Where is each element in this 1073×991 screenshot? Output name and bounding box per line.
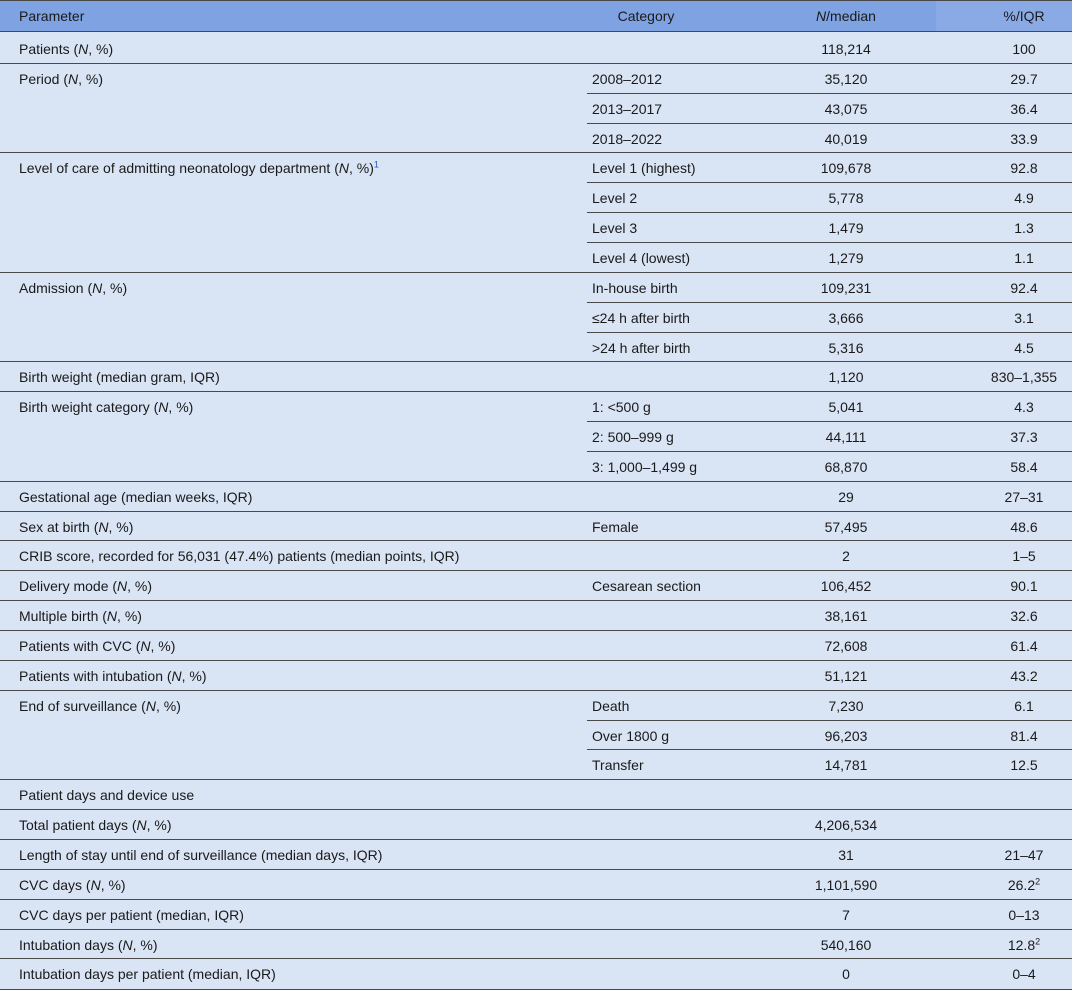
cell-pct-value: 90.1	[1010, 578, 1038, 595]
cell-pct-value: 12.8	[1007, 936, 1036, 953]
cell-parameter-text: Multiple birth (	[19, 608, 107, 625]
cell-pct-iqr	[924, 303, 1073, 333]
table-row	[0, 721, 1072, 751]
cell-pct-value: 43.2	[1010, 667, 1038, 684]
table-row	[0, 213, 1072, 243]
cell-pct-iqr	[924, 900, 1073, 930]
cell-n-median: 109,231	[820, 279, 872, 296]
cell-n-median: 1,101,590	[814, 876, 878, 893]
cell-category: Death	[592, 697, 630, 714]
cell-n-median: 1,279	[828, 249, 864, 266]
cell-parameter-suffix: , %)	[168, 399, 194, 416]
table-row	[0, 64, 1072, 94]
cell-parameter-suffix: , %)	[150, 638, 176, 654]
cell-pct-iqr	[924, 124, 1073, 154]
cell-pct-value: 37.3	[1010, 429, 1038, 446]
cell-pct-value: 61.4	[1010, 638, 1038, 654]
cell-parameter-text: Patients (	[19, 41, 79, 57]
table-row	[0, 34, 1072, 64]
cell-pct-value: 27–31	[1004, 488, 1044, 505]
table-row	[0, 900, 1072, 930]
cell-category: Over 1800 g	[592, 727, 670, 744]
cell-pct-value: 92.4	[1010, 279, 1038, 296]
cell-pct-iqr	[924, 840, 1073, 870]
cell-n-median: 5,041	[828, 399, 864, 416]
cell-pct-iqr	[924, 362, 1073, 392]
cell-pct-iqr	[924, 422, 1073, 452]
cell-pct-value: 32.6	[1010, 608, 1038, 625]
cell-parameter	[19, 153, 379, 183]
cell-pct-iqr	[924, 153, 1073, 183]
cell-n-median: 0	[842, 966, 850, 983]
cell-pct-iqr	[924, 482, 1073, 512]
cell-parameter-text: Birth weight category (	[19, 399, 159, 416]
header-n-median	[746, 1, 946, 32]
cell-parameter	[19, 661, 207, 691]
cell-pct-value: 1–5	[1012, 548, 1036, 565]
cell-n-median: 106,452	[820, 578, 872, 595]
cell-pct-value: 36.4	[1010, 100, 1038, 117]
cell-parameter-italic: N	[106, 608, 118, 625]
cell-parameter-text: CVC days per patient (median, IQR)	[19, 906, 244, 923]
cell-parameter	[19, 64, 103, 94]
cell-pct-iqr	[924, 333, 1073, 363]
cell-parameter-suffix: , %)	[349, 160, 374, 177]
table-row	[0, 94, 1072, 124]
table-row	[0, 333, 1072, 363]
cell-n-median: 31	[838, 846, 854, 863]
cell-parameter	[19, 780, 194, 810]
cell-parameter-italic: N	[78, 41, 89, 57]
cell-parameter-italic: N	[158, 399, 169, 416]
header-parameter: Parameter	[19, 8, 85, 24]
table-row	[0, 303, 1072, 333]
cell-pct-iqr	[924, 64, 1073, 94]
cell-n-median: 2	[842, 548, 850, 565]
cell-n-median: 109,678	[820, 160, 872, 177]
table-row	[0, 452, 1072, 482]
cell-category: Level 1 (highest)	[592, 160, 696, 177]
cell-parameter-italic: N	[145, 697, 156, 714]
cell-parameter	[19, 959, 276, 989]
table-row	[0, 840, 1072, 870]
cell-n-median: 38,161	[824, 608, 868, 625]
cell-n-median: 14,781	[824, 757, 868, 774]
cell-parameter-text: Sex at birth (	[19, 518, 99, 535]
cell-pct-iqr	[924, 721, 1073, 751]
cell-parameter-text: Birth weight (median gram, IQR)	[19, 369, 220, 386]
cell-pct-iqr	[924, 213, 1073, 243]
cell-parameter	[19, 392, 193, 422]
cell-category: >24 h after birth	[592, 339, 691, 356]
cell-category: 2008–2012	[592, 70, 663, 87]
table-header	[0, 1, 1072, 32]
cell-pct-value: 29.7	[1010, 70, 1038, 87]
cell-pct-iqr	[924, 870, 1073, 900]
cell-n-median: 5,316	[828, 339, 864, 356]
table-row	[0, 631, 1072, 661]
cell-parameter-text: Intubation days (	[19, 936, 123, 953]
table-row	[0, 273, 1072, 303]
cell-parameter	[19, 34, 113, 64]
cell-pct-iqr	[924, 273, 1073, 303]
cell-pct-value: 21–47	[1004, 846, 1044, 863]
cell-category: ≤24 h after birth	[592, 309, 690, 326]
cell-n-median: 540,160	[820, 936, 872, 953]
cell-parameter-italic: N	[140, 638, 151, 654]
cell-parameter-text: Admission (	[19, 279, 93, 296]
cell-parameter-text: End of surveillance (	[19, 697, 146, 714]
cell-n-median: 35,120	[824, 70, 868, 87]
cell-pct-iqr	[924, 571, 1073, 601]
cell-pct-value: 0–4	[1012, 966, 1036, 983]
cell-category: Level 4 (lowest)	[592, 249, 691, 266]
cell-parameter-text: Length of stay until end of surveillance (median days, IQR)	[19, 846, 383, 863]
table-row	[0, 571, 1072, 601]
cell-parameter-italic: N	[98, 518, 109, 535]
cell-parameter	[19, 541, 459, 571]
cell-parameter	[19, 362, 220, 392]
cell-parameter	[19, 900, 244, 930]
footnote-marker: 2	[1035, 935, 1041, 946]
cell-parameter	[19, 870, 126, 900]
cell-pct-iqr	[924, 452, 1073, 482]
table-row	[0, 422, 1072, 452]
cell-parameter-text: Delivery mode (	[19, 578, 118, 595]
cell-parameter-suffix: , %)	[78, 70, 104, 87]
cell-n-median: 57,495	[824, 518, 868, 535]
cell-pct-iqr	[924, 392, 1073, 422]
cell-n-median: 7	[842, 906, 850, 923]
cell-pct-value: 830–1,355	[990, 369, 1058, 386]
cell-parameter-text: Period (	[19, 70, 69, 87]
cell-category: 2018–2022	[592, 130, 663, 147]
cell-parameter	[19, 571, 152, 601]
cell-parameter-text: Patients with intubation (	[19, 667, 172, 684]
cell-parameter-text: Gestational age (median weeks, IQR)	[19, 488, 253, 505]
cell-pct-value: 3.1	[1014, 309, 1034, 326]
table-row	[0, 601, 1072, 631]
table-row	[0, 661, 1072, 691]
header-n-italic: N	[816, 8, 827, 24]
cell-parameter-italic: N	[338, 160, 349, 177]
footnote-link[interactable]: 1	[373, 159, 379, 170]
cell-pct-value: 33.9	[1010, 130, 1038, 147]
cell-parameter-text: CVC days (	[19, 876, 91, 893]
cell-parameter-italic: N	[171, 667, 182, 684]
header-pct-iqr: %/IQR	[1003, 8, 1045, 24]
cell-pct-value: 48.6	[1010, 518, 1038, 535]
cell-n-median: 1,479	[828, 220, 864, 237]
cell-pct-value: 92.8	[1010, 160, 1038, 177]
cell-parameter-suffix: , %)	[146, 817, 172, 834]
cell-category: 2: 500–999 g	[592, 429, 674, 446]
cell-parameter-italic: N	[117, 578, 128, 595]
cell-n-median: 40,019	[824, 130, 868, 147]
cell-pct-value: 0–13	[1008, 906, 1040, 923]
cell-category: 3: 1,000–1,499 g	[592, 458, 698, 475]
cell-parameter-suffix: , %)	[108, 518, 134, 535]
table-row	[0, 691, 1072, 721]
cell-n-median: 1,120	[828, 369, 864, 386]
table-row	[0, 392, 1072, 422]
cell-n-median: 7,230	[828, 697, 864, 714]
cell-category: In-house birth	[592, 279, 678, 296]
cell-n-median: 4,206,534	[814, 817, 878, 834]
table-row	[0, 780, 1072, 810]
cell-pct-iqr	[924, 243, 1073, 273]
header-n-rest: /median	[826, 8, 876, 24]
cell-pct-value: 58.4	[1010, 458, 1038, 475]
cell-parameter-suffix: , %)	[132, 936, 158, 953]
cell-pct-iqr	[924, 691, 1073, 721]
cell-parameter-suffix: , %)	[117, 608, 142, 625]
cell-pct-value: 12.5	[1010, 757, 1038, 774]
cell-parameter-italic: N	[90, 876, 101, 893]
table-row	[0, 482, 1072, 512]
cell-parameter	[19, 512, 133, 542]
cell-n-median: 44,111	[825, 429, 867, 446]
cell-pct-value: 1.3	[1014, 220, 1034, 237]
cell-category: 2013–2017	[592, 100, 663, 117]
cell-n-median: 96,203	[824, 727, 868, 744]
cell-pct-iqr	[924, 541, 1073, 571]
table-row	[0, 750, 1072, 780]
cell-n-median: 68,870	[824, 458, 868, 475]
cell-parameter-text: Level of care of admitting neonatology department (	[19, 160, 339, 177]
cell-parameter-text: Intubation days per patient (median, IQR)	[19, 966, 276, 983]
footnote-marker: 2	[1035, 876, 1041, 887]
cell-pct-iqr	[924, 34, 1073, 64]
table-row	[0, 183, 1072, 213]
cell-category: 1: <500 g	[592, 399, 651, 416]
cell-parameter	[19, 840, 382, 870]
cell-n-median: 5,778	[828, 190, 864, 207]
table-row	[0, 124, 1072, 154]
cell-pct-value: 6.1	[1014, 697, 1034, 714]
cell-parameter	[19, 810, 172, 840]
cell-pct-iqr	[924, 183, 1073, 213]
cell-n-median: 72,608	[824, 638, 868, 654]
cell-parameter-text: Total patient days (	[19, 817, 137, 834]
cell-pct-iqr	[924, 631, 1073, 661]
cell-pct-value: 26.2	[1007, 876, 1036, 893]
table-row	[0, 870, 1072, 900]
cell-pct-value: 1.1	[1014, 249, 1034, 266]
cell-pct-iqr	[924, 601, 1073, 631]
cell-parameter-italic: N	[68, 70, 79, 87]
table-row	[0, 810, 1072, 840]
table-row	[0, 541, 1072, 571]
cell-parameter-suffix: , %)	[155, 697, 181, 714]
cell-parameter-suffix: , %)	[100, 876, 126, 893]
cell-pct-iqr	[924, 750, 1073, 780]
cell-parameter	[19, 482, 252, 512]
cell-pct-value: 81.4	[1010, 727, 1038, 744]
table-row	[0, 512, 1072, 542]
cell-n-median: 118,214	[821, 41, 871, 57]
cell-category: Transfer	[592, 757, 644, 774]
cell-parameter-suffix: , %)	[181, 667, 207, 684]
cell-parameter-text: CRIB score, recorded for 56,031 (47.4%) patients (median points, IQR)	[19, 548, 460, 565]
cell-pct-value: 4.9	[1014, 190, 1034, 207]
cell-pct-iqr	[924, 959, 1073, 989]
cell-parameter	[19, 930, 158, 960]
cell-pct-value: 100	[1012, 41, 1036, 57]
cell-parameter	[19, 631, 175, 661]
cell-category: Cesarean section	[592, 578, 701, 595]
header-category: Category	[617, 8, 675, 24]
cell-category: Level 2	[592, 190, 638, 207]
cell-parameter-text: Patient days and device use	[19, 787, 195, 804]
cell-parameter-italic: N	[136, 817, 147, 834]
cell-parameter-suffix: , %)	[88, 41, 114, 57]
table-row	[0, 362, 1072, 392]
cell-parameter-italic: N	[122, 936, 133, 953]
cell-pct-iqr	[924, 661, 1073, 691]
table-row	[0, 153, 1072, 183]
cell-pct-value: 4.3	[1014, 399, 1034, 416]
cell-pct-iqr	[924, 930, 1073, 960]
cell-parameter-suffix: , %)	[127, 578, 153, 595]
table-row	[0, 930, 1072, 960]
cell-pct-iqr	[924, 94, 1073, 124]
cell-parameter	[19, 601, 142, 631]
cell-parameter	[19, 691, 181, 721]
cell-pct-iqr	[924, 512, 1073, 542]
cell-n-median: 43,075	[824, 100, 868, 117]
cell-parameter	[19, 273, 127, 303]
cell-parameter-italic: N	[92, 279, 103, 296]
cell-n-median: 29	[838, 488, 854, 505]
cell-n-median: 51,121	[824, 667, 868, 684]
cell-parameter-suffix: , %)	[102, 279, 128, 296]
table-row	[0, 243, 1072, 273]
cell-category: Level 3	[592, 220, 638, 237]
cell-parameter-text: Patients with CVC (	[19, 638, 141, 654]
cell-n-median: 3,666	[828, 309, 864, 326]
cell-pct-value: 4.5	[1014, 339, 1034, 356]
table-row	[0, 959, 1072, 989]
cell-category: Female	[592, 518, 639, 535]
